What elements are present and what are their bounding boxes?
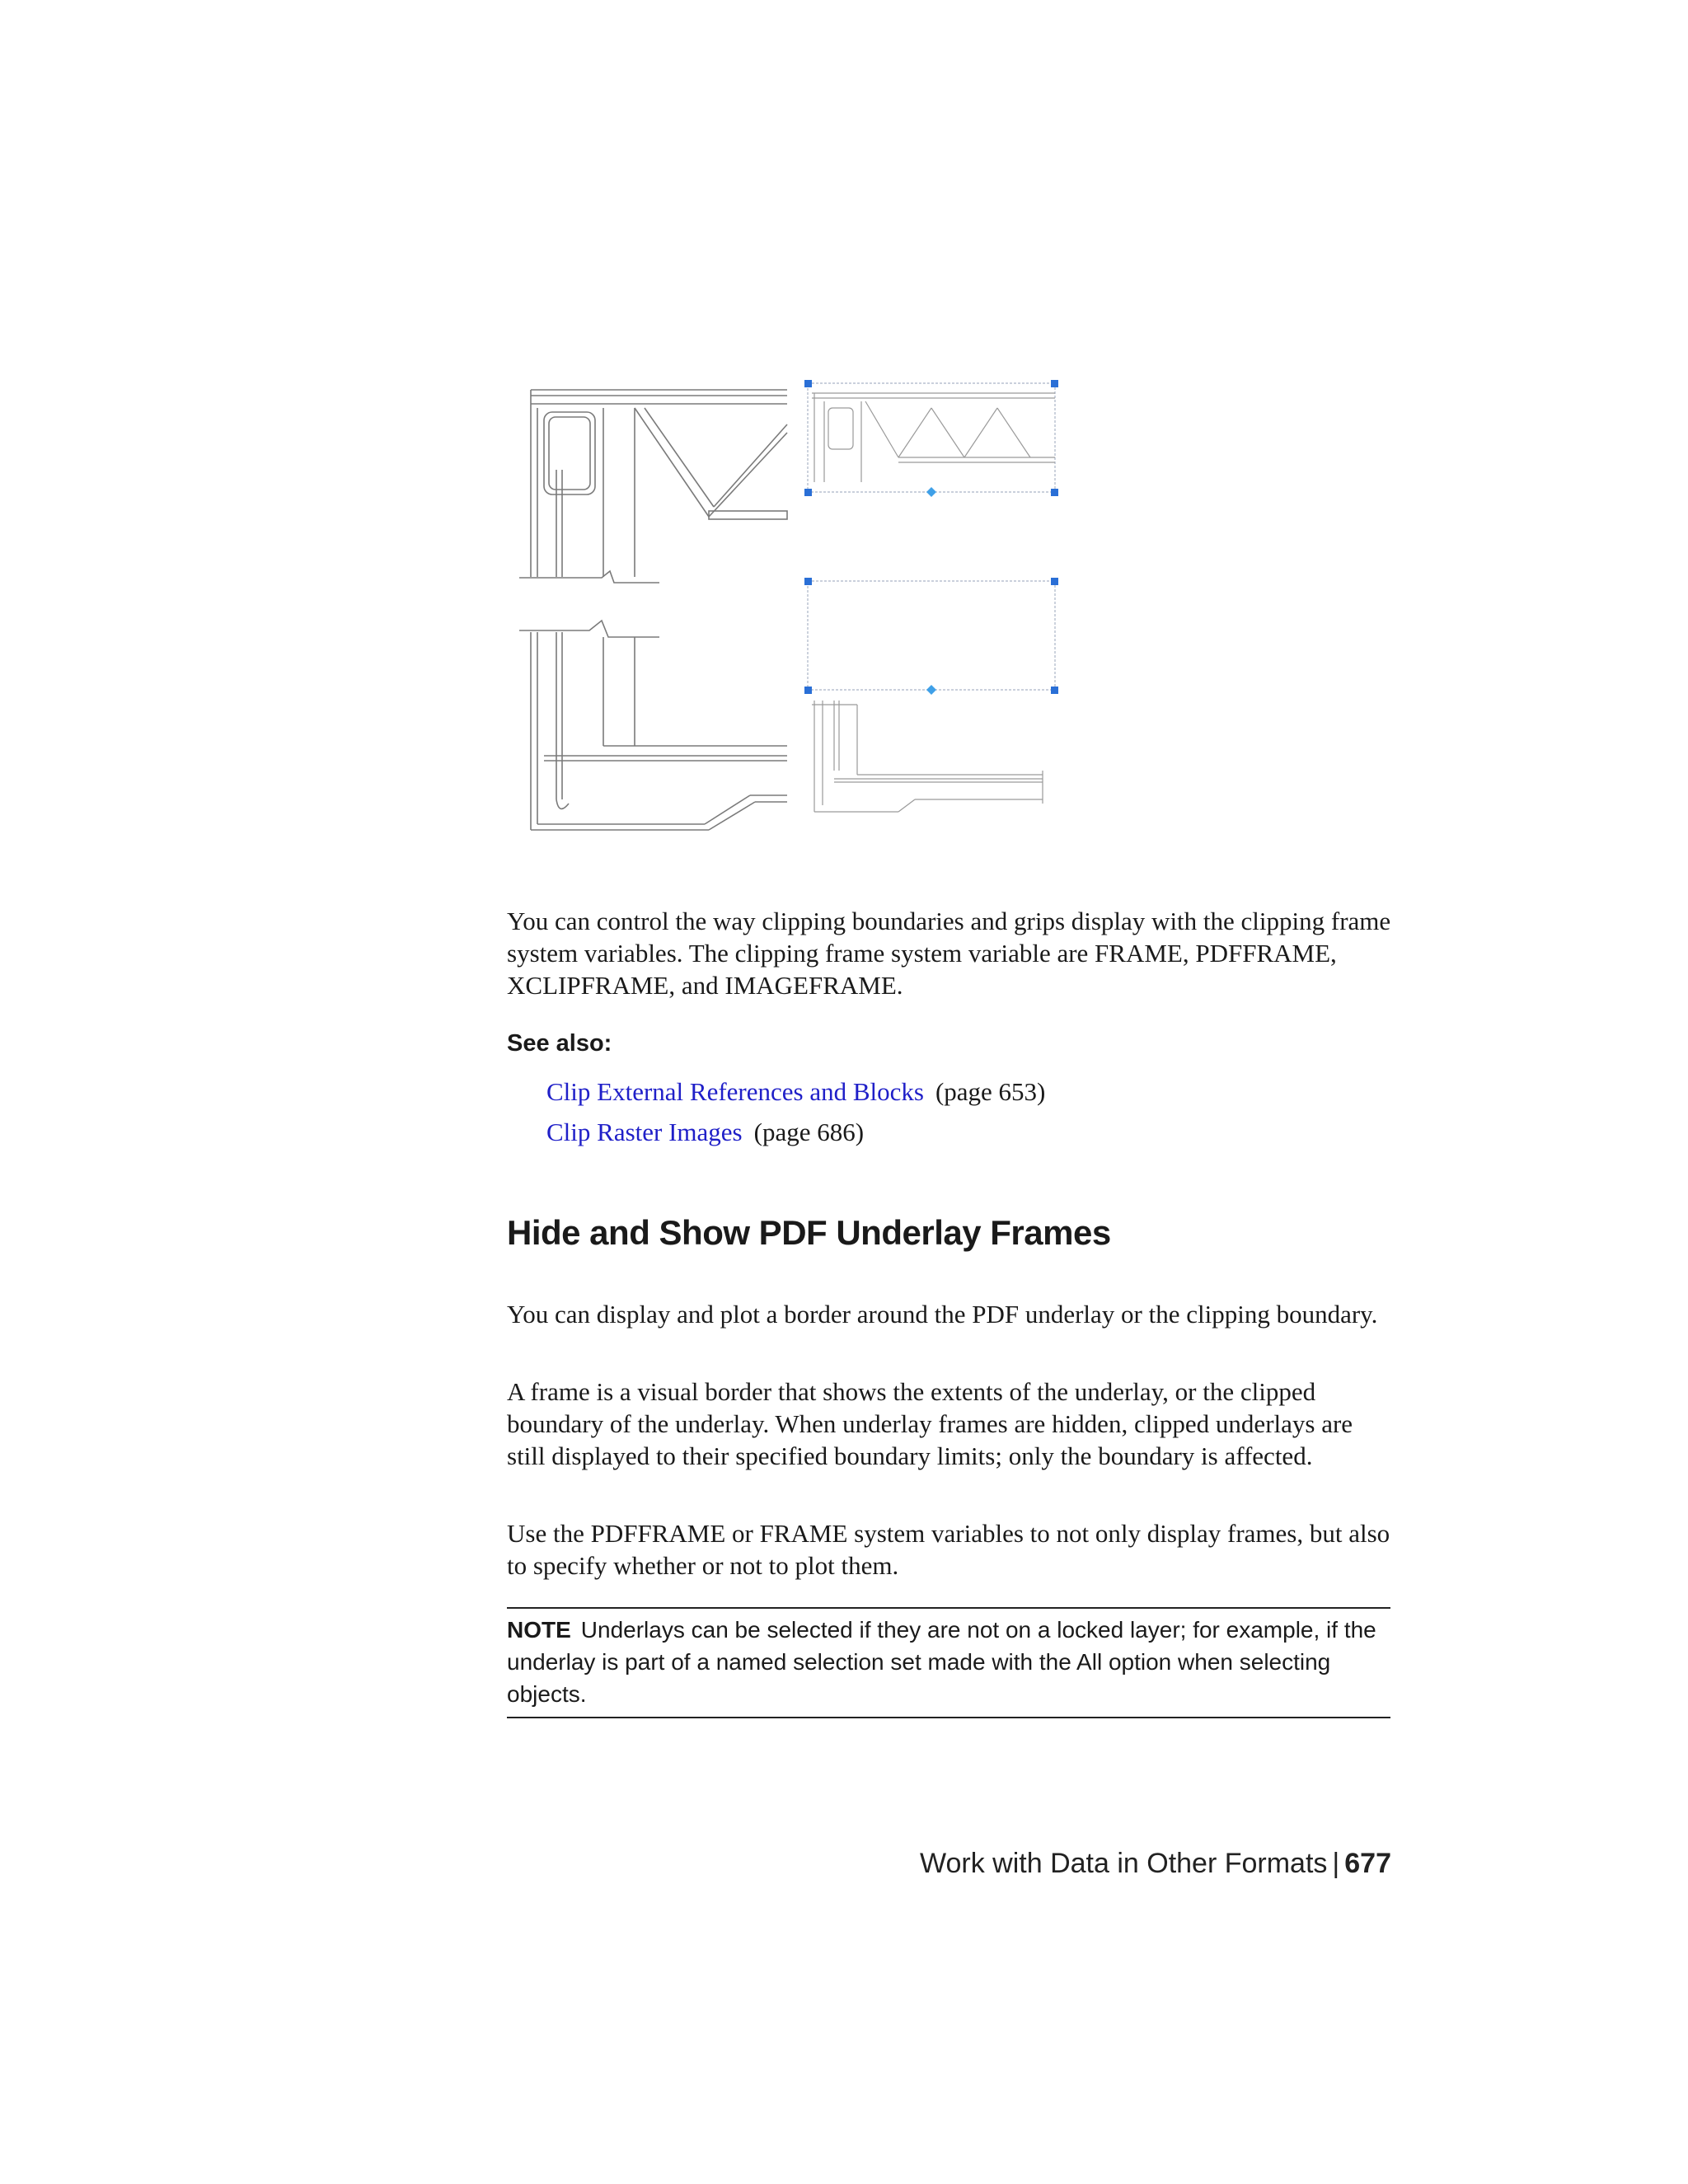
section-paragraph: A frame is a visual border that shows the extents of the underlay, or the clipped boundary of the underlay. When underlay frames are hidden, clipped underlays are still displayed to their specified boundary limits; only the boundary is affected. [507,1377,1353,1470]
framed-underlay-top-right [804,380,1058,497]
grip-markers-bottom [804,578,1058,695]
grip-icon [1051,489,1058,496]
grip-icon [1051,380,1058,387]
clipping-frame-figure [511,375,1104,845]
page-reference: (page 653) [935,1077,1046,1106]
page-number: 677 [1344,1848,1391,1879]
grip-icon [804,687,812,694]
link-clip-raster-images[interactable]: Clip Raster Images [546,1118,743,1146]
grip-markers-top [804,380,1058,497]
grip-icon [1051,687,1058,694]
note-label: NOTE [507,1617,571,1643]
footer-chapter-title: Work with Data in Other Formats [920,1848,1328,1879]
framed-underlay-bottom-right [804,578,1058,812]
drawing-top-left [519,390,787,583]
midpoint-grip-icon [926,487,936,497]
grip-icon [804,489,812,496]
grip-icon [804,380,812,387]
see-also-label: See also: [507,1030,612,1057]
section-heading: Hide and Show PDF Underlay Frames [507,1213,1111,1252]
see-also-item [546,1116,864,1149]
cad-drawing-illustration [511,375,1104,845]
midpoint-grip-icon [926,685,936,695]
page-reference: (page 686) [753,1118,865,1146]
grip-icon [804,578,812,585]
link-clip-external-references[interactable]: Clip External References and Blocks [546,1077,924,1106]
see-also-item [546,1076,1045,1108]
footer-separator: | [1332,1848,1340,1879]
note-text: Underlays can be selected if they are not on a locked layer; for example, if the underlay is part of a named selection set made with the All option when selecting objects. [507,1617,1376,1707]
drawing-bottom-left [519,621,787,830]
grip-icon [1051,578,1058,585]
intro-paragraph: You can control the way clipping boundaries and grips display with the clipping frame system variables. The clipping frame system variable are FRAME, PDFFRAME, XCLIPFRAME, and IMAGEFRAME. [507,907,1391,1000]
section-paragraph: Use the PDFFRAME or FRAME system variables to not only display frames, but also to specify whether or not to plot them. [507,1519,1390,1580]
page-footer [920,1848,1391,1880]
note-box [507,1607,1390,1718]
section-paragraph: You can display and plot a border around the PDF underlay or the clipping boundary. [507,1300,1378,1329]
